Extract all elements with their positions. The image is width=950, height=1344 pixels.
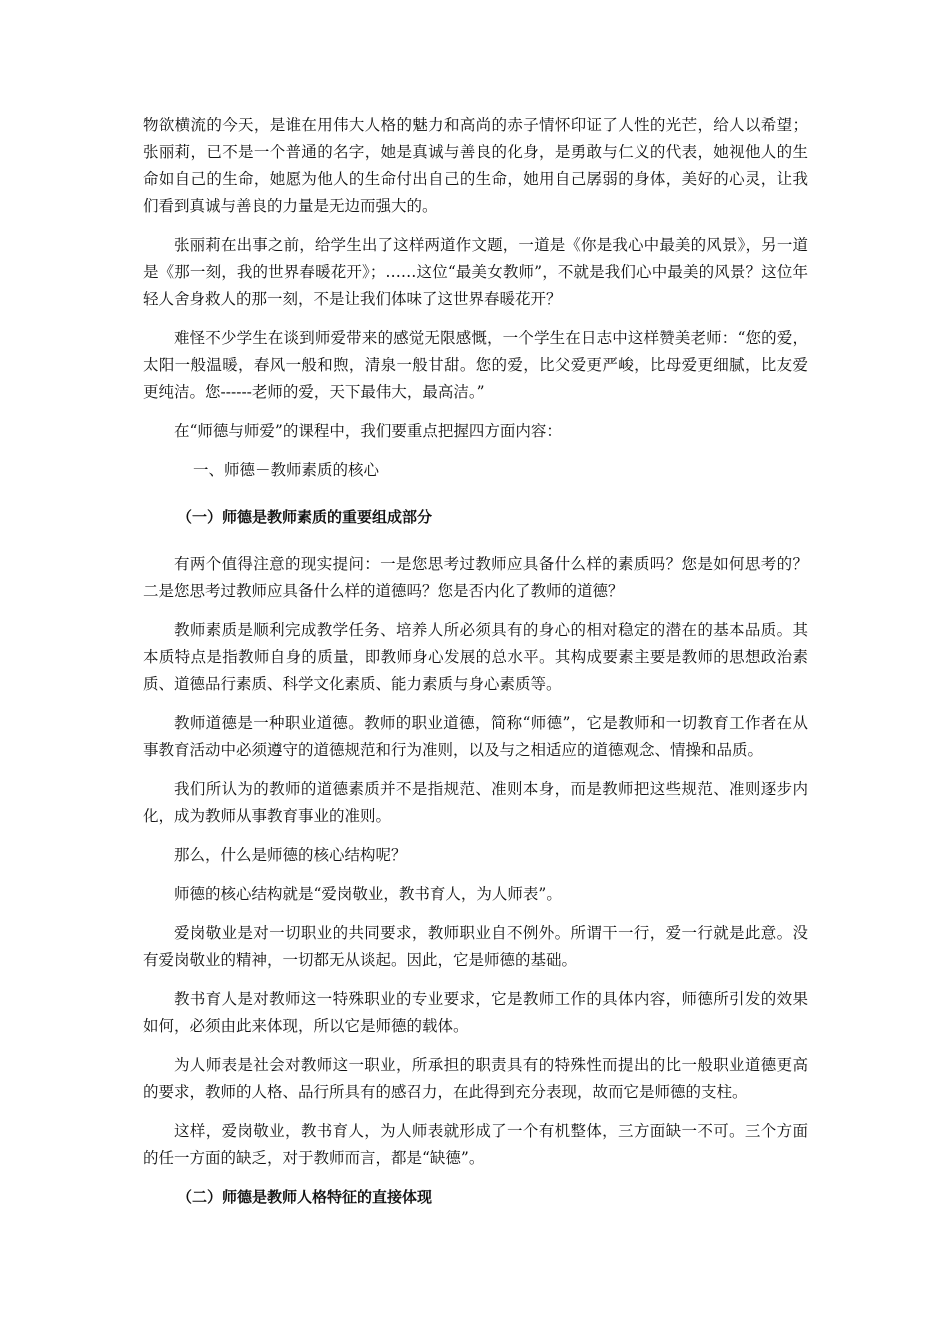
paragraph: 有两个值得注意的现实提问：一是您思考过教师应具备什么样的素质吗？您是如何思考的？二是您思考过教师应具备什么样的道德吗？您是否内化了教师的道德？ — [143, 555, 808, 600]
paragraph: 为人师表是社会对教师这一职业，所承担的职责具有的特殊性而提出的比一般职业道德更高的要求，教师的人格、品行所具有的感召力，在此得到充分表现，故而它是师德的支柱。 — [143, 1056, 808, 1101]
subsection-heading: （一）师德是教师素质的重要组成部分 — [177, 508, 433, 526]
document-body — [143, 112, 808, 1231]
paragraph: 教师素质是顺利完成教学任务、培养人所必须具有的身心的相对稳定的潜在的基本品质。其本质特点是指教师自身的质量，即教师身心发展的总水平。其构成要素主要是教师的思想政治素质、道德品行素质、科学文化素质、能力素质与身心素质等。 — [143, 621, 808, 693]
paragraph: 教师道德是一种职业道德。教师的职业道德，简称“师德”，它是教师和一切教育工作者在从事教育活动中必须遵守的道德规范和行为准则，以及与之相适应的道德观念、情操和品质。 — [143, 714, 808, 759]
section-heading: 一、师德－教师素质的核心 — [193, 461, 380, 479]
paragraph: 教书育人是对教师这一特殊职业的专业要求，它是教师工作的具体内容，师德所引发的效果如何，必须由此来体现，所以它是师德的载体。 — [143, 990, 808, 1035]
subsection-heading: （二）师德是教师人格特征的直接体现 — [177, 1188, 433, 1206]
paragraph: 爱岗敬业是对一切职业的共同要求，教师职业自不例外。所谓干一行，爱一行就是此意。没有爱岗敬业的精神，一切都无从谈起。因此，它是师德的基础。 — [143, 924, 808, 969]
paragraph: 难怪不少学生在谈到师爱带来的感觉无限感慨，一个学生在日志中这样赞美老师：“您的爱，太阳一般温暖，春风一般和煦，清泉一般甘甜。您的爱，比父爱更严峻，比母爱更细腻，比友爱更纯洁。您------老师的爱，天下最伟大，最高洁。” — [143, 329, 808, 401]
paragraph: 张丽莉在出事之前，给学生出了这样两道作文题，一道是《你是我心中最美的风景》，另一道是《那一刻，我的世界春暖花开》；……这位“最美女教师”，不就是我们心中最美的风景？这位年轻人舍身救人的那一刻，不是让我们体味了这世界春暖花开？ — [143, 236, 808, 308]
paragraph: 在“师德与师爱”的课程中，我们要重点把握四方面内容： — [174, 422, 562, 440]
paragraph: 这样，爱岗敬业，教书育人，为人师表就形成了一个有机整体，三方面缺一不可。三个方面的任一方面的缺乏，对于教师而言，都是“缺德”。 — [143, 1122, 808, 1167]
paragraph: 师德的核心结构就是“爱岗敬业，教书育人，为人师表”。 — [174, 885, 562, 903]
paragraph: 我们所认为的教师的道德素质并不是指规范、准则本身，而是教师把这些规范、准则逐步内化，成为教师从事教育事业的准则。 — [143, 780, 808, 825]
paragraph: 物欲横流的今天，是谁在用伟大人格的魅力和高尚的赤子情怀印证了人性的光芒，给人以希望；张丽莉，已不是一个普通的名字，她是真诚与善良的化身，是勇敢与仁义的代表，她视他人的生命如自己的生命，她愿为他人的生命付出自己的生命，她用自己孱弱的身体，美好的心灵，让我们看到真诚与善良的力量是无边而强大的。 — [143, 116, 808, 215]
paragraph: 那么，什么是师德的核心结构呢？ — [174, 846, 407, 864]
